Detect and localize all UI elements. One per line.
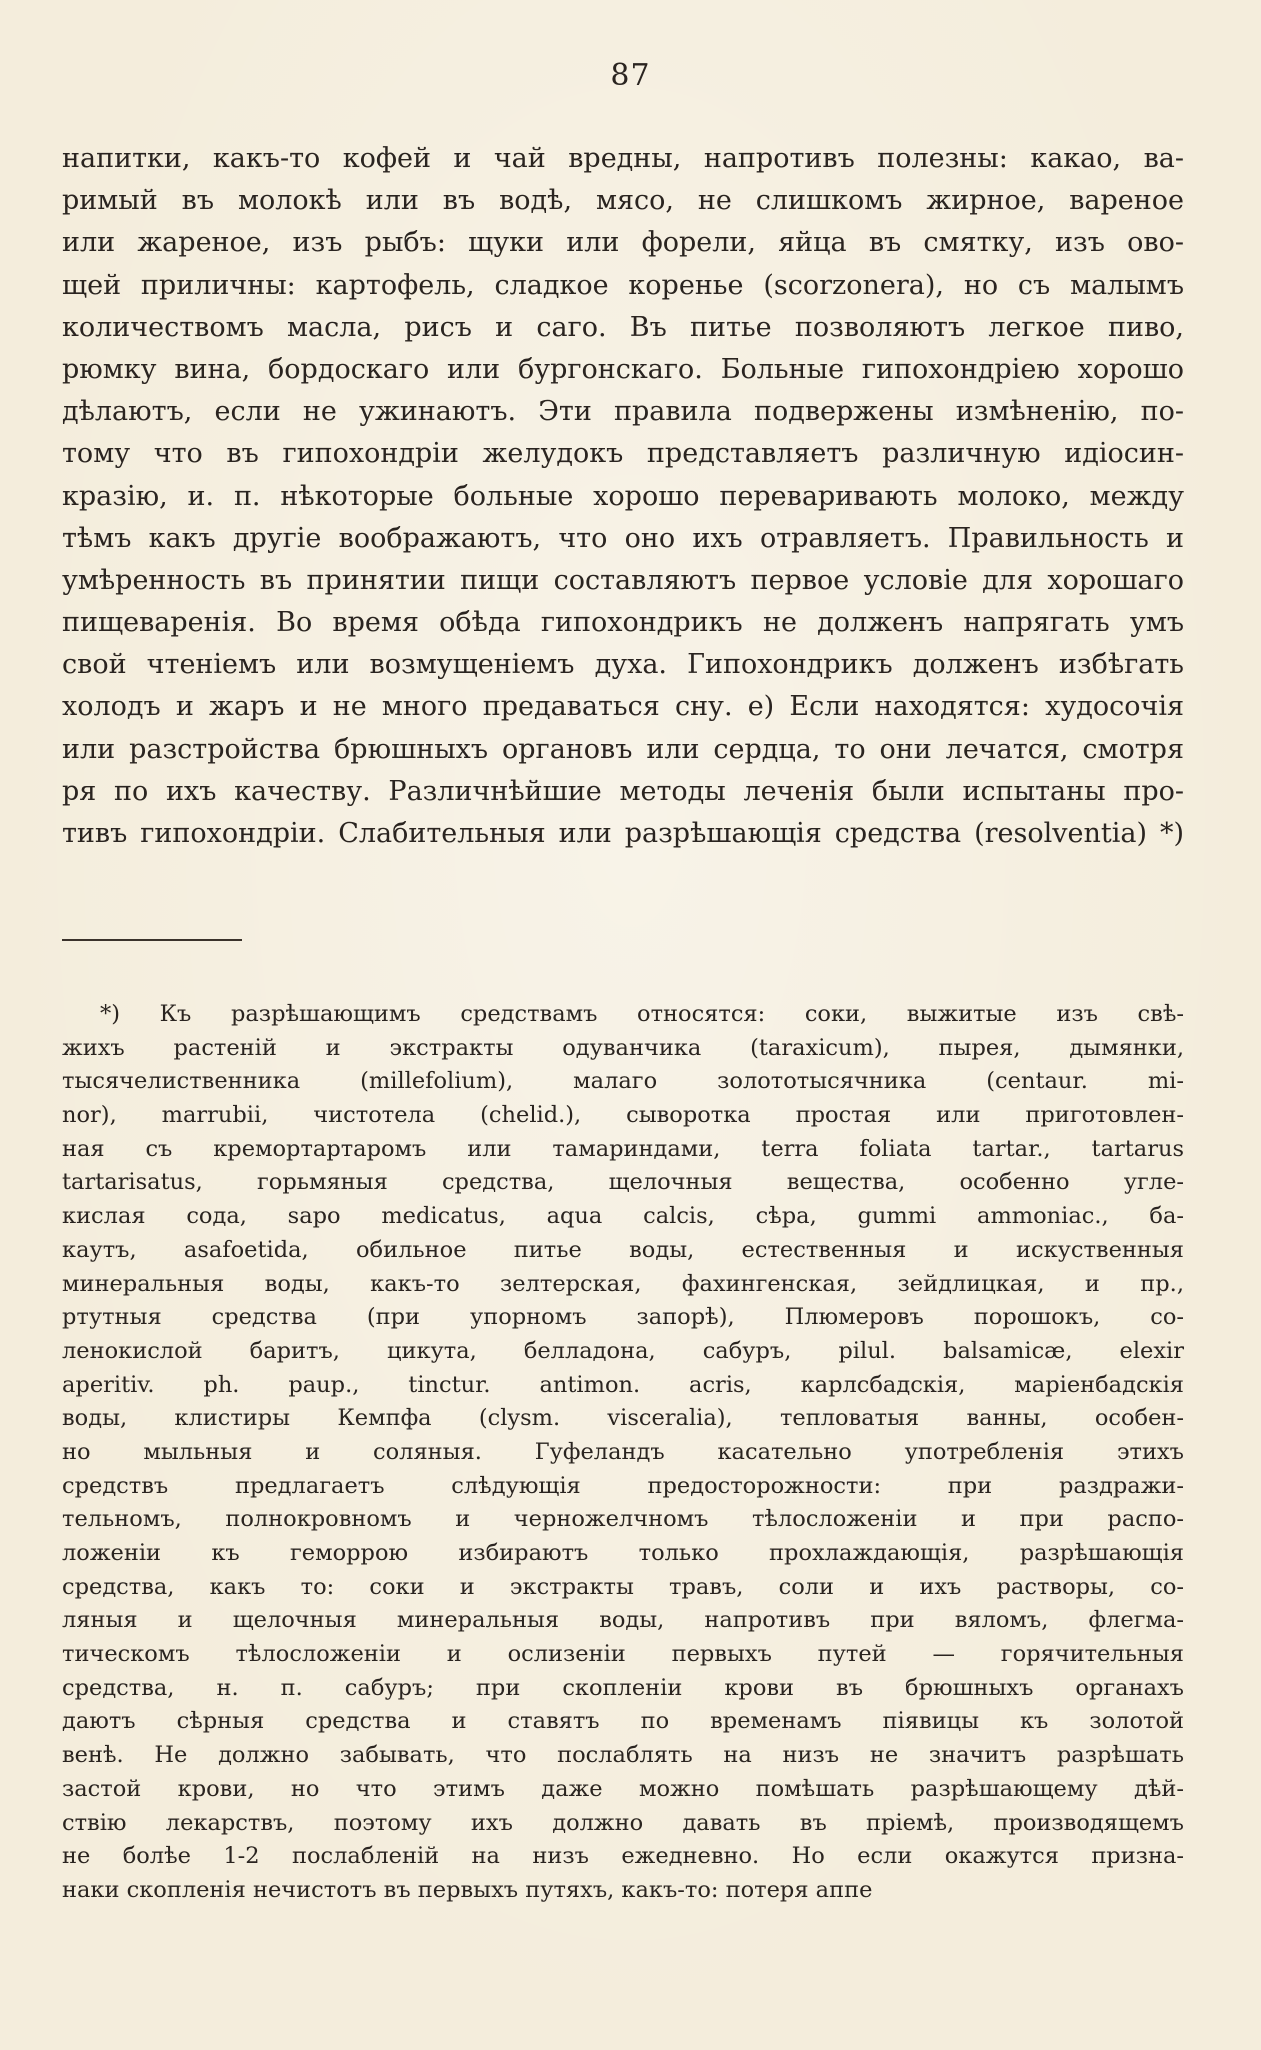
main-text-line: рюмку вина, бордоскаго или бургонскаго. Больные гипохондріею хорошо — [62, 353, 1184, 385]
footnote-line: тическомъ тѣлосложеніи и ослизеніи первыхъ путей — горячительныя — [62, 1641, 1184, 1668]
footnote-line: жихъ растеній и экстракты одуванчика (taraxicum), пырея, дымянки, — [62, 1034, 1184, 1061]
main-text-line: ря по ихъ качеству. Различнѣйшие методы леченія были испытаны про- — [62, 775, 1184, 807]
main-text-line: холодъ и жаръ и не много предаваться сну. е) Если находятся: худосочія — [62, 691, 1184, 723]
main-text-line: тивъ гипохондріи. Слабительныя или разрѣшающія средства (resolventia) *) — [62, 818, 1184, 849]
main-text-line: количествомъ масла, рисъ и саго. Въ питье позволяютъ легкое пиво, — [62, 311, 1184, 343]
footnote-line: aperitiv. ph. paup., tinctur. antimon. acris, карлсбадскія, маріенбадскія — [62, 1371, 1184, 1398]
main-text-line: умѣренность въ принятии пищи составляютъ первое условіе для хорошаго — [62, 564, 1184, 596]
footnote-line: даютъ сѣрныя средства и ставятъ по временамъ піявицы къ золотой — [62, 1708, 1184, 1735]
footnote-separator — [62, 939, 242, 941]
main-text-line: тѣмъ какъ другіе воображаютъ, что оно ихъ отравляетъ. Правильность и — [62, 522, 1184, 554]
footnote-line: средства, н. п. сабуръ; при скопленіи крови въ брюшныхъ органахъ — [62, 1674, 1184, 1701]
footnote-line: ленокислой баритъ, цикута, белладона, сабуръ, pilul. balsamicæ, elexir — [62, 1337, 1184, 1364]
footnote-line: не болѣе 1-2 послабленій на низъ ежедневно. Но если окажутся призна- — [62, 1843, 1184, 1870]
footnote-line: но мыльныя и соляныя. Гуфеландъ касательно употребленія этихъ — [62, 1438, 1184, 1465]
footnote-line: воды, клистиры Кемпфа (clysm. visceralia), тепловатыя ванны, особен- — [62, 1405, 1184, 1432]
footnote-line: минеральныя воды, какъ-то зелтерская, фахингенская, зейдлицкая, и пр., — [62, 1270, 1184, 1297]
footnote-line: тельномъ, полнокровномъ и черножелчномъ тѣлосложеніи и при распо- — [62, 1506, 1184, 1533]
footnote-line: ствію лекарствъ, поэтому ихъ должно давать въ пріемѣ, производящемъ — [62, 1809, 1184, 1836]
footnote-line: ная съ кремортартаромъ или тамариндами, terra foliata tartar., tartarus — [62, 1135, 1184, 1162]
main-text-line: напитки, какъ-то кофей и чай вредны, напротивъ полезны: какао, ва- — [62, 143, 1184, 174]
footnote-line: средствъ предлагаетъ слѣдующія предосторожности: при раздражи- — [62, 1472, 1184, 1499]
footnote-line: застой крови, но что этимъ даже можно помѣшать разрѣшающему дѣй- — [62, 1775, 1184, 1802]
footnote-line: наки скопленія нечистотъ въ первыхъ путяхъ, какъ-то: потеря аппе — [62, 1876, 873, 1903]
footnote-line: венѣ. Не должно забывать, что послаблять на низъ не значитъ разрѣшать — [62, 1742, 1184, 1769]
footnote-block — [62, 998, 1184, 1908]
footnote-line: тысячелиственника (millefolium), малаго золототысячника (centaur. mi- — [62, 1068, 1184, 1095]
footnote-line: кислая сода, sapo medicatus, aqua calcis, сѣра, gummi ammoniac., ба- — [62, 1203, 1184, 1230]
footnote-line: ложеніи къ геморрою избираютъ только прохлаждающія, разрѣшающія — [62, 1540, 1184, 1566]
footnote-line: ртутныя средства (при упорномъ запорѣ), Плюмеровъ порошокъ, со- — [62, 1304, 1184, 1331]
footnote-line: nor), marrubii, чистотела (chelid.), сыворотка простая или приготовлен- — [62, 1102, 1184, 1129]
footnote-line: *) Къ разрѣшающимъ средствамъ относятся: соки, выжитые изъ свѣ- — [100, 1001, 1184, 1027]
main-text-line: тому что въ гипохондріи желудокъ представляетъ различную идіосин- — [62, 438, 1184, 470]
main-text-line: кразію, и. п. нѣкоторые больные хорошо переваривають молоко, между — [62, 480, 1184, 512]
main-text-line: или жареное, изъ рыбъ: щуки или форели, яйца въ смятку, изъ ово- — [62, 227, 1184, 259]
footnote-line: каутъ, asafoetida, обильное питье воды, естественныя и искуственныя — [62, 1236, 1184, 1263]
footnote-line: tartarisatus, горьмяныя средства, щелочныя вещества, особенно угле- — [62, 1169, 1184, 1196]
main-text-line: или разстройства брюшныхъ органовъ или сердца, то они лечатся, смотря — [62, 733, 1184, 765]
main-text-block — [62, 138, 1184, 855]
page-number: 87 — [610, 58, 651, 93]
footnote-line: средства, какъ то: соки и экстракты травъ, соли и ихъ растворы, со- — [62, 1573, 1184, 1600]
main-text-line: щей приличны: картофель, сладкое коренье (scorzonera), но съ малымъ — [62, 269, 1184, 301]
main-text-line: свой чтеніемъ или возмущеніемъ духа. Гипохондрикъ долженъ избѣгать — [62, 649, 1184, 681]
main-text-line: дѣлаютъ, если не ужинаютъ. Эти правила подвержены измѣненію, по- — [62, 396, 1184, 428]
main-text-line: пищеваренія. Во время обѣда гипохондрикъ не долженъ напрягать умъ — [62, 607, 1184, 639]
footnote-line: ляныя и щелочныя минеральныя воды, напротивъ при вяломъ, флегма- — [62, 1607, 1184, 1634]
main-text-line: римый въ молокѣ или въ водѣ, мясо, не слишкомъ жирное, вареное — [62, 185, 1184, 217]
